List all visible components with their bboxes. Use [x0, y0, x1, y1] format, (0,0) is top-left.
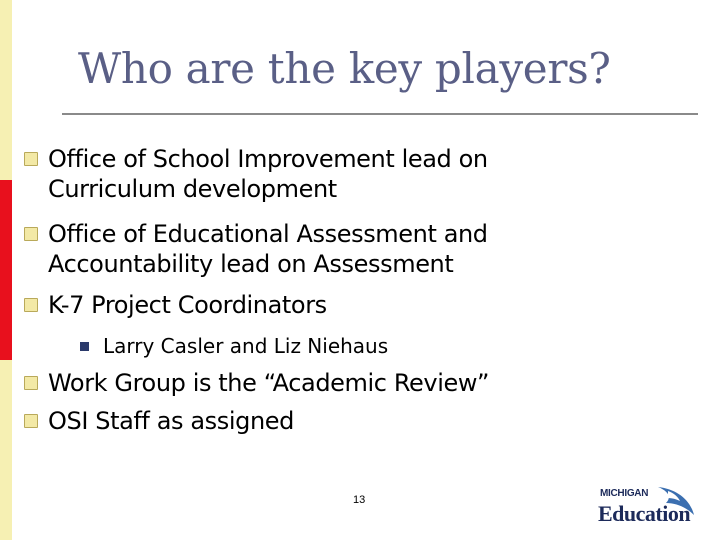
square-bullet-icon: [24, 298, 38, 312]
bullet-line: Accountability lead on Assessment: [48, 250, 454, 278]
bullet-item: [24, 219, 648, 279]
square-bullet-icon: [24, 414, 38, 428]
bullet-line: Office of School Improvement lead on: [48, 145, 488, 173]
square-bullet-icon: [24, 227, 38, 241]
bullet-item: [24, 290, 648, 320]
filled-square-bullet-icon: [80, 342, 89, 351]
michigan-education-logo-icon: [598, 485, 698, 527]
bullet-line: Curriculum development: [48, 175, 337, 203]
slide-title: Who are the key players?: [78, 44, 611, 93]
page-number: 13: [353, 494, 366, 506]
logo-small-text: MICHIGAN: [600, 488, 649, 499]
bullet-item: [24, 406, 648, 436]
bullet-item: [24, 368, 648, 398]
bullet-line: Work Group is the “Academic Review”: [48, 369, 490, 397]
square-bullet-icon: [24, 152, 38, 166]
logo-big-text: Education: [598, 501, 691, 526]
sub-bullet-item: [80, 334, 388, 358]
bullet-line: OSI Staff as assigned: [48, 407, 294, 435]
sub-bullet-text: Larry Casler and Liz Niehaus: [103, 334, 389, 358]
square-bullet-icon: [24, 376, 38, 390]
bullet-line: Office of Educational Assessment and: [48, 220, 488, 248]
bullet-line: K-7 Project Coordinators: [48, 291, 327, 319]
bullet-item: [24, 144, 648, 204]
